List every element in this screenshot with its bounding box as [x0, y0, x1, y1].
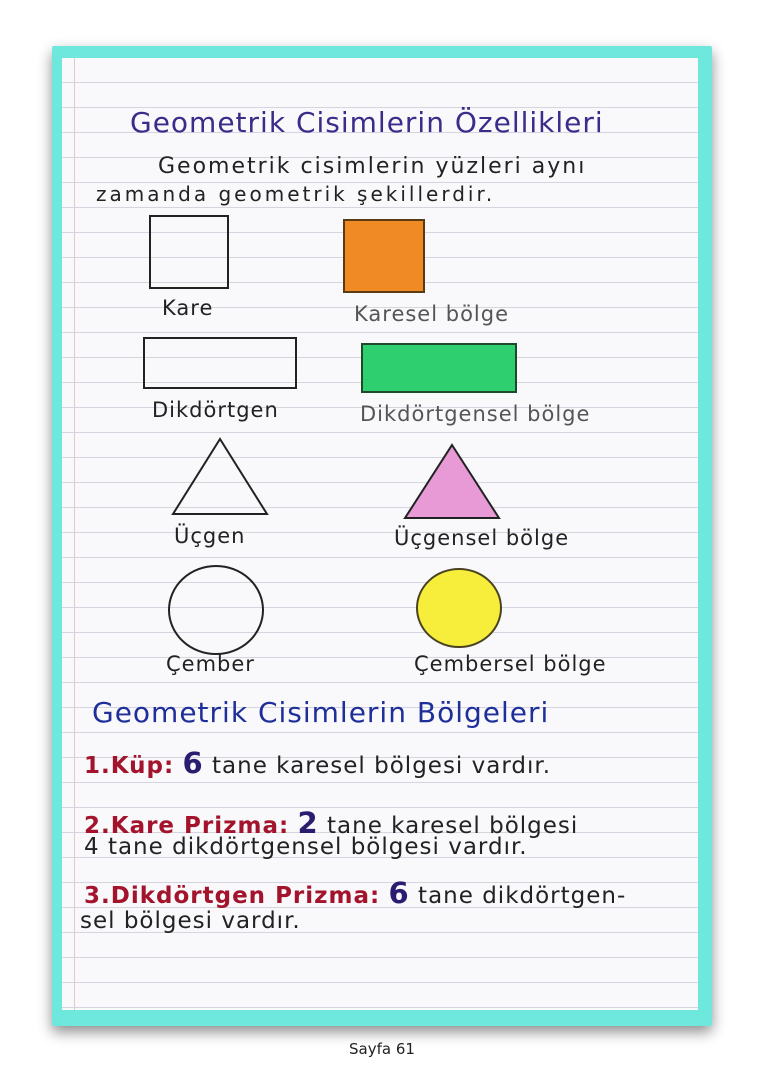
triangle-region-label: Üçgensel bölge — [394, 526, 570, 550]
item-1-count: 6 — [182, 746, 204, 780]
item-3-text: tane dikdörtgen- — [418, 883, 627, 909]
item-3-count: 6 — [388, 876, 410, 910]
intro-line-1: Geometrik cisimlerin yüzleri aynı — [158, 154, 587, 179]
margin-line — [74, 58, 75, 1010]
item-3 — [84, 876, 626, 910]
circle-label: Çember — [166, 652, 255, 676]
circle-filled — [414, 566, 504, 650]
rectangle-outline — [142, 336, 298, 392]
square-label: Kare — [162, 296, 214, 320]
item-1-name: Küp: — [110, 753, 175, 779]
item-2-name: Kare Prizma: — [110, 813, 290, 839]
item-1 — [84, 746, 551, 780]
item-2-count: 2 — [297, 806, 319, 840]
triangle-label: Üçgen — [174, 524, 246, 548]
item-1-text: tane karesel bölgesi vardır. — [212, 753, 552, 779]
intro-line-2: zamanda geometrik şekillerdir. — [96, 182, 496, 206]
notebook-frame — [52, 46, 712, 1026]
item-3-prefix: 3. — [84, 883, 111, 909]
triangle-filled — [402, 442, 502, 522]
square-region-label: Karesel bölge — [354, 302, 509, 326]
rectangle-label: Dikdörtgen — [152, 398, 279, 422]
item-2-prefix: 2. — [84, 813, 111, 839]
item-2-text: tane karesel bölgesi — [327, 813, 579, 839]
item-3-name: Dikdörtgen Prizma: — [110, 883, 381, 909]
item-2-line-2: 4 tane dikdörtgensel bölgesi vardır. — [84, 834, 528, 860]
page-number: Sayfa 61 — [349, 1040, 415, 1058]
item-3-line-2: sel bölgesi vardır. — [80, 908, 301, 934]
rectangle-region-label: Dikdörtgensel bölge — [360, 402, 591, 426]
triangle-outline — [170, 436, 270, 518]
lined-paper — [62, 58, 698, 1010]
section-title: Geometrik Cisimlerin Bölgeleri — [92, 696, 550, 729]
page-title: Geometrik Cisimlerin Özellikleri — [130, 106, 604, 139]
circle-region-label: Çembersel bölge — [414, 652, 607, 676]
circle-outline — [166, 562, 266, 658]
square-outline — [148, 214, 230, 290]
square-filled — [342, 218, 426, 294]
item-1-prefix: 1. — [84, 753, 111, 779]
rectangle-filled — [360, 342, 518, 396]
